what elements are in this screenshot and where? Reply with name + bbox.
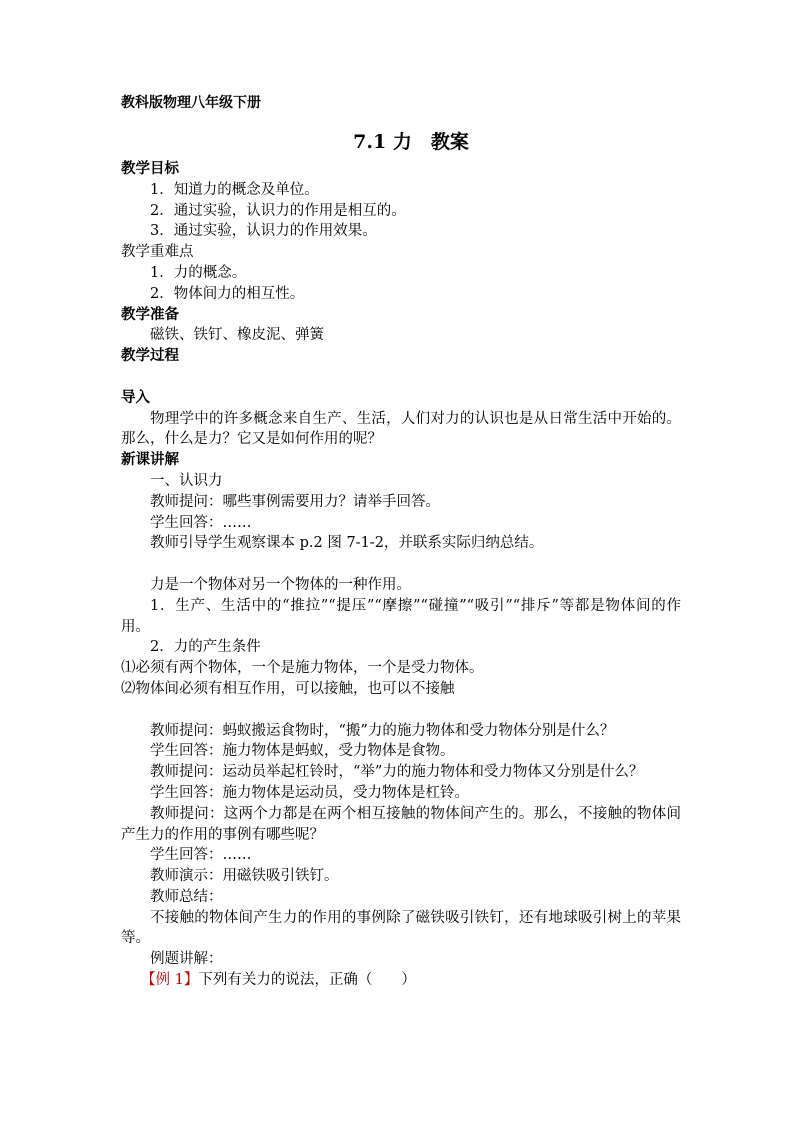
- process-heading: 教学过程: [121, 347, 179, 365]
- goal-item: 3．通过实验，认识力的作用效果。: [150, 223, 377, 240]
- document-content: [121, 93, 681, 991]
- lesson-line: 例题讲解：: [150, 951, 223, 968]
- lesson-line: 力是一个物体对另一个物体的一种作用。: [150, 576, 411, 593]
- lesson-line: 学生回答：施力物体是蚂蚁，受力物体是食物。: [150, 743, 455, 760]
- goals-heading: 教学目标: [121, 160, 179, 177]
- lesson-line: ⑴必须有两个物体，一个是施力物体，一个是受力物体。: [121, 660, 484, 677]
- lesson-paragraph: 教师提问：这两个力都是在两个相互接触的物体间产生的。那么，不接触的物体间产生力的作用的事例有哪些呢？: [121, 805, 681, 843]
- lesson-line: 教师提问：哪些事例需要用力？请举手回答。: [150, 493, 440, 510]
- goal-item: 1．知道力的概念及单位。: [150, 181, 319, 198]
- lesson-line: 学生回答：……: [150, 514, 252, 531]
- lesson-heading: 新课讲解: [121, 451, 179, 469]
- document-header: 教科版物理八年级下册: [121, 95, 261, 111]
- difficulty-item: 1．力的概念。: [150, 264, 247, 281]
- lesson-line: 教师总结：: [150, 888, 223, 905]
- lesson-line: 教师演示：用磁铁吸引铁钉。: [150, 868, 339, 885]
- spacer: [121, 700, 681, 721]
- example-tag: 【例 1】: [141, 972, 199, 989]
- difficulty-item: 2．物体间力的相互性。: [150, 285, 305, 302]
- lesson-line: ⑵物体间必须有相互作用，可以接触，也可以不接触: [121, 680, 455, 697]
- prep-text: 磁铁、铁钉、橡皮泥、弹簧: [150, 327, 324, 344]
- difficulties-heading: 教学重难点: [121, 244, 194, 261]
- spacer: [121, 554, 681, 575]
- spacer: [121, 367, 681, 388]
- intro-heading: 导入: [121, 388, 150, 406]
- lesson-paragraph: 教师提问：运动员举起杠铃时，“举”力的施力物体和受力物体又分别是什么？: [150, 764, 644, 781]
- document-title: 7.1 力 教案: [353, 131, 469, 153]
- lesson-line: 教师提问：蚂蚁搬运食物时，“搬”力的施力物体和受力物体分别是什么？: [150, 722, 615, 739]
- lesson-line: 学生回答：施力物体是运动员，受力物体是杠铃。: [150, 784, 469, 801]
- example-text: 下列有关力的说法，正确（ ）: [198, 972, 416, 989]
- lesson-line: 2．力的产生条件: [150, 639, 261, 656]
- lesson-paragraph: 1．生产、生活中的“推拉”“提压”“摩擦”“碰撞”“吸引”“排斥”等都是物体间的作用。: [121, 597, 681, 635]
- intro-paragraph: 物理学中的许多概念来自生产、生活，人们对力的认识也是从日常生活中开始的。那么，什么是力？它又是如何作用的呢？: [121, 410, 681, 448]
- lesson-line: 学生回答：……: [150, 847, 252, 864]
- goal-item: 2．通过实验，认识力的作用是相互的。: [150, 202, 406, 219]
- lesson-paragraph: 不接触的物体间产生力的作用的事例除了磁铁吸引铁钉，还有地球吸引树上的苹果等。: [121, 909, 681, 947]
- lesson-line: 教师引导学生观察课本 p.2 图 7-1-2，并联系实际归纳总结。: [150, 535, 544, 552]
- lesson-line: 一、认识力: [150, 472, 223, 489]
- example-line: [121, 970, 681, 991]
- prep-heading: 教学准备: [121, 305, 179, 323]
